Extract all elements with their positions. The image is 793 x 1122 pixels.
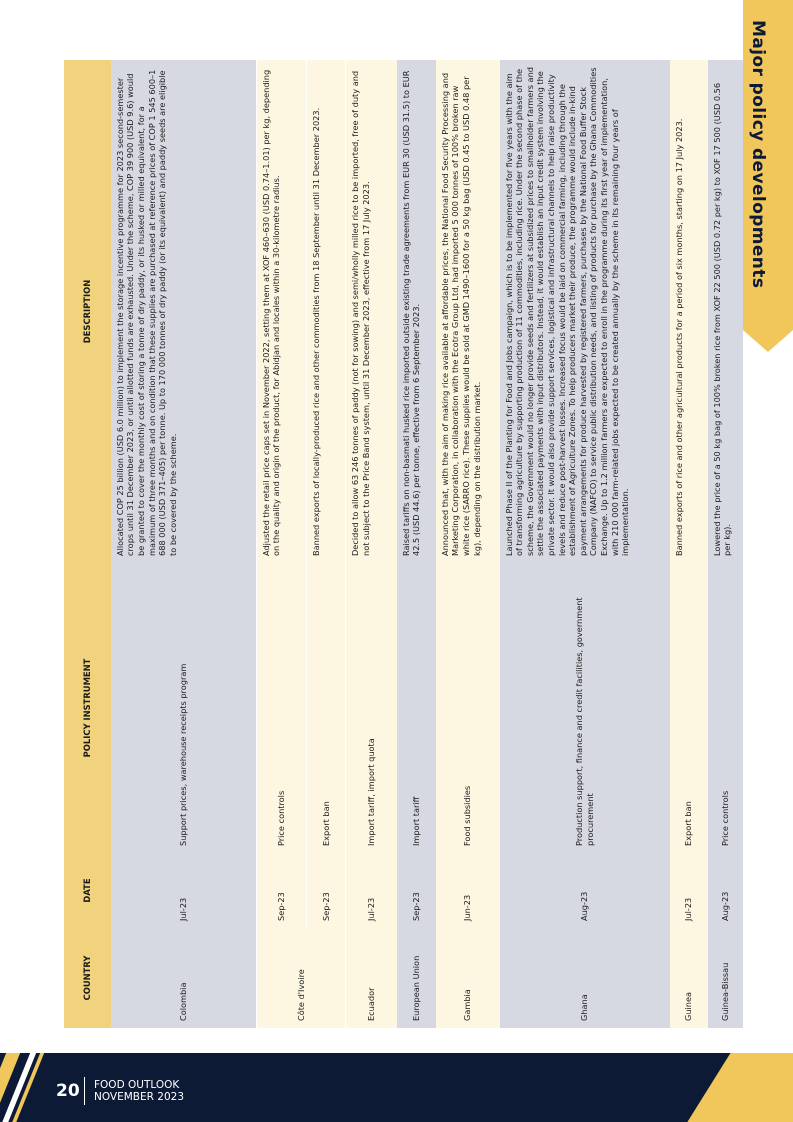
table-header-row <box>64 60 111 1028</box>
publication-date: NOVEMBER 2023 <box>94 1091 185 1103</box>
description-cell: Allocated COP 25 billion (USD 6.0 million) to implement the storage incentive programme for 2023 second-semester crops until 31 December 2023, or until allotted funds are exhausted. Under the scheme, COP 39 900 (USD 9.6) would be granted to cover the monthly cost of storing a tonne of dry paddy, or its husked or milled equivalent, for a maximum of three months and on condition that these supplies are purchased at reference prices of COP 1 545 600–1 688 000 (USD 371–405) per tonne. Up to 170 000 tonnes of dry paddy (or its equivalent) and paddy seeds are eligible to be covered by the scheme. <box>111 60 257 563</box>
description-cell: Adjusted the retail price caps set in November 2022, setting them at XOF 460–630 (USD 0.74–1.01) per kg, depending on the quality and origin of the product, for Abidjan and locales within a 30-kilometre radius. <box>256 60 306 563</box>
country-cell: Ghana <box>500 928 670 1028</box>
policy-table <box>64 60 743 1028</box>
header-date: DATE <box>64 853 111 928</box>
date-cell: Jul-23 <box>670 853 708 928</box>
instrument-cell: Price controls <box>256 563 306 853</box>
country-cell: Colombia <box>111 928 257 1028</box>
header-description: DESCRIPTION <box>64 60 111 563</box>
date-cell: Aug-23 <box>500 853 670 928</box>
instrument-cell: Import tariff, import quota <box>346 563 397 853</box>
footer-stripe <box>0 1053 28 1122</box>
table-row <box>397 60 436 1028</box>
country-cell: Gambia <box>436 928 500 1028</box>
country-cell: Guinea <box>670 928 708 1028</box>
instrument-cell: Price controls <box>708 563 743 853</box>
policy-table-wrapper <box>64 60 743 1028</box>
page-number: 20 <box>56 1081 80 1101</box>
footer-divider <box>84 1077 85 1105</box>
instrument-cell: Export ban <box>670 563 708 853</box>
table-row <box>500 60 670 1028</box>
description-cell: Banned exports of rice and other agricultural products for a period of six months, starting on 17 July 2023. <box>670 60 708 563</box>
table-row <box>346 60 397 1028</box>
description-cell: Raised tariffs on non-basmati husked rice imported outside existing trade agreements from EUR 30 (USD 31.5) to EUR 42.5 (USD 44.6) per tonne, effective from 6 September 2023. <box>397 60 436 563</box>
table-row <box>306 60 345 1028</box>
date-cell: Sep-23 <box>306 853 345 928</box>
table-row <box>256 60 306 1028</box>
country-cell: European Union <box>397 928 436 1028</box>
instrument-cell: Import tariff <box>397 563 436 853</box>
footer-gold-corner <box>668 1053 793 1122</box>
header-instrument: POLICY INSTRUMENT <box>64 563 111 853</box>
instrument-cell: Support prices, warehouse receipts program <box>111 563 257 853</box>
date-cell: Sep-23 <box>397 853 436 928</box>
section-title: Major policy developments <box>748 20 768 289</box>
description-cell: Announced that, with the aim of making rice available at affordable prices, the National Food Security Processing and Marketing Corporation, in collaboration with the Ecotra Group Ltd, had imported 5 000 tonnes of 100% broken raw white rice (SARRO rice). These supplies would be sold at GMD 1490–1600 for a 50 kg bag (USD 0.45 to USD 0.48 per kg), depending on the distribution market. <box>436 60 500 563</box>
table-row <box>111 60 257 1028</box>
date-cell: Aug-23 <box>708 853 743 928</box>
publication-name <box>94 1079 184 1103</box>
instrument-cell: Production support, finance and credit facilities, government procurement <box>500 563 670 853</box>
country-cell: Guinea-Bissau <box>708 928 743 1028</box>
table-row <box>708 60 743 1028</box>
date-cell: Jul-23 <box>346 853 397 928</box>
country-cell: Ecuador <box>346 928 397 1028</box>
description-cell: Launched Phase II of the Planting for Food and Jobs campaign, which is to be implemented for five years with the aim of transforming agriculture by supporting production of 11 commodities, including rice. Under the second phase of the scheme, the Government would no longer provide seeds and fertilizers at subsidized prices to smallholder farmers and settle the associated payments with input distributors. Instead, it would establish an input credit system involving the private sector. It would also provide support services, logistical and infrastructural channels to help raise productivity levels and reduce post-harvest losses. Increased focus would be laid on commercial farming, including through the establishment of Agriculture Zones. To help producers market their produce, the programme would include in-kind payment arrangements for produce harvested by registered farmers, purchases by the National Food Buffer Stock Company (NAFCO) to service public distribution needs, and listing of products for purchase by the Ghana Commodities Exchange. Up to 1.2 million farmers are expected to enroll in the programme during its first year of implementation, with 210 000 farm-related jobs expected to be created annually by the scheme in its remaining four years of implementation. <box>500 60 670 563</box>
table-row <box>436 60 500 1028</box>
date-cell: Jul-23 <box>111 853 257 928</box>
section-tab-tip <box>743 330 793 352</box>
instrument-cell: Export ban <box>306 563 345 853</box>
instrument-cell: Food subsidies <box>436 563 500 853</box>
page-footer <box>0 1053 793 1122</box>
table-row <box>670 60 708 1028</box>
description-cell: Lowered the price of a 50 kg bag of 100% broken rice from XOF 22 500 (USD 0.72 per kg) to XOF 17 500 (USD 0.56 per kg). <box>708 60 743 563</box>
header-country: COUNTRY <box>64 928 111 1028</box>
description-cell: Banned exports of locally-produced rice and other commodities from 18 September until 31 December 2023. <box>306 60 345 563</box>
date-cell: Jun-23 <box>436 853 500 928</box>
description-cell: Decided to allow 63 246 tonnes of paddy (not for sowing) and semi/wholly milled rice to be imported, free of duty and not subject to the Price Band system, until 31 December 2023, effective from 17 July 2023. <box>346 60 397 563</box>
country-cell: Côte d'Ivoire <box>256 928 345 1028</box>
date-cell: Sep-23 <box>256 853 306 928</box>
publication-title: FOOD OUTLOOK <box>94 1079 180 1091</box>
